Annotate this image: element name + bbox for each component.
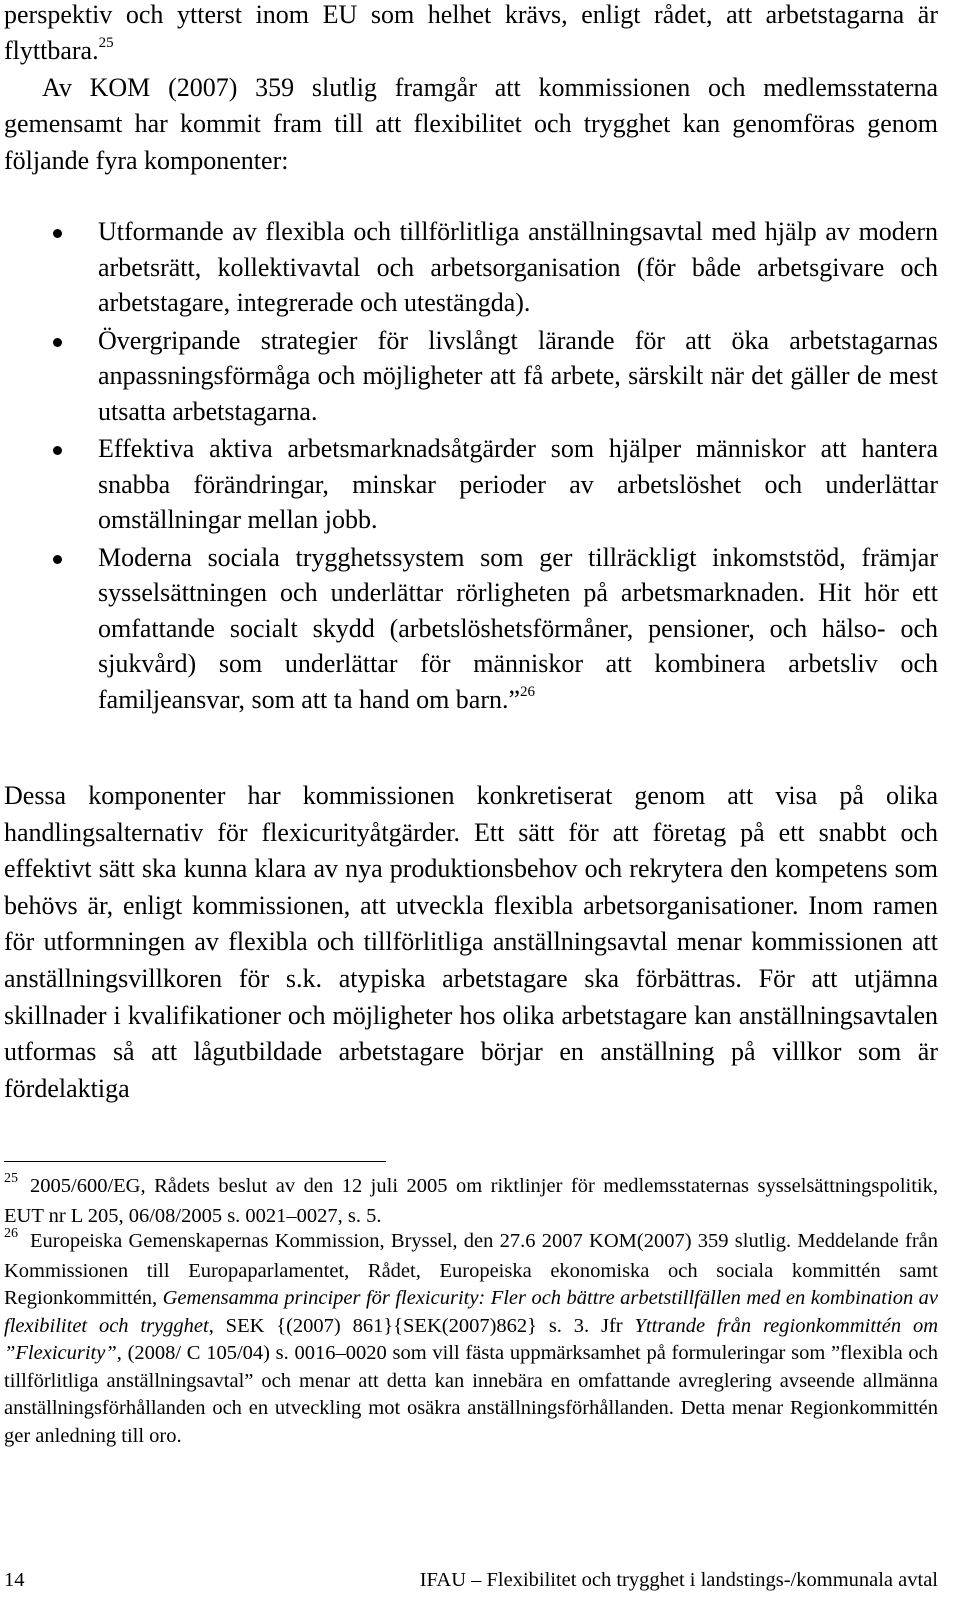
footnote-number: 25 xyxy=(4,1171,18,1186)
footnote-divider xyxy=(4,1161,386,1162)
paragraph-kom: Av KOM (2007) 359 slutlig framgår att kommissionen och medlemsstaterna gemensamt har kommit fram till att flexibilitet och trygghet kan genomföras genom följande fyra komponenter: xyxy=(4,73,938,175)
bullet-icon xyxy=(53,229,62,238)
paragraph-components: Dessa komponenter har kommissionen konkretiserat genom att visa på olika handlingsalternativ för flexicurityåtgärder. Ett sätt för att företag på ett snabbt och effektivt sätt ska kunna klara av nya produktionsbehov och rekrytera den kompetens som behövs är, enligt kommissionen, att utveckla flexibla arbetsorganisationer. Inom ramen för utformningen av flexibla och tillförlitliga anställningsavtal menar kommissionen att anställningsvillkoren för s.k. atypiska arbetstagare ska förbättras. För att utjämna skillnader i kvalifikationer och möjligheter hos olika arbetstagare kan anställningsavtalen utformas så att lågutbildade arbetstagare börjar en anställning på villkor som är fördelaktiga xyxy=(4,781,938,1103)
footnote-25: $^{25}$ 2005/600/EG, Rådets beslut av den 12 juli 2005 om riktlinjer för medlemsstaternas sysselsättningspolitik, EUT nr L 205, 06/08/2005 s. 0021–0027, s. 5. xyxy=(4,1171,938,1227)
page-number: 14 xyxy=(4,1569,25,1591)
footnote-26: $^{26}$ Europeiska Gemenskapernas Kommission, Bryssel, den 27.6 2007 KOM(2007) 359 slutlig. Meddelande från Kommissionen till Europaparlamentet, Rådet, Europeiska ekonomiska och sociala kommittén samt Regionkommittén, Gemensamma principer för flexicurity: Fler och bättre arbetstillfällen med en kombination av flexibilitet och trygghet, SEK {(2007) 861}{SEK(2007)862} s. 3. Jfr Yttrande från regionkommittén om ”Flexicurity”, (2008/ C 105/04) s. 0016–0020 som vill fästa uppmärksamhet på formuleringar som ”flexibla och tillförlitliga anställningsavtal” och menar att detta kan innebära en omfattande avreglering avseende allmänna anställningsförhållanden och en utveckling mot osäkra anställningsförhållanden. Detta menar Regionkommittén ger anledning till oro. xyxy=(4,1226,939,1447)
bullet-icon xyxy=(53,446,62,455)
running-title: IFAU – Flexibilitet och trygghet i landstings-/kommunala avtal xyxy=(419,1569,938,1591)
paragraph-intro: perspektiv och ytterst inom EU som helhet krävs, enligt rådet, att arbetstagarna är flyttbara.$^{25}$ xyxy=(4,0,938,66)
list-item: Effektiva aktiva arbetsmarknadsåtgärder som hjälper människor att hantera snabba förändringar, minskar perioder av arbetslöshet och underlättar omställningar mellan jobb. xyxy=(0,431,938,538)
bullet-icon xyxy=(53,338,62,347)
footnote-ref-26[interactable]: 26 xyxy=(520,683,536,700)
footnote-number: 26 xyxy=(4,1226,18,1241)
list-item: Utformande av flexibla och tillförlitliga anställningsavtal med hjälp av modern arbetsrätt, kollektivavtal och arbetsorganisation (för både arbetsgivare och arbetstagare, integrerade och utestängda). xyxy=(0,214,938,321)
list-item: Övergripande strategier för livslångt lärande för att öka arbetstagarnas anpassningsförmåga och möjligheter att få arbete, särskilt när det gäller de mest utsatta arbetstagarna. xyxy=(0,323,938,430)
component-list xyxy=(0,214,938,719)
footnote-ref-25[interactable]: 25 xyxy=(98,35,114,52)
bullet-icon xyxy=(53,555,62,564)
list-item: Moderna sociala trygghetssystem som ger tillräckligt inkomststöd, främjar sysselsättningen och underlättar rörligheten på arbetsmarknaden. Hit hör ett omfattande socialt skydd (arbetslöshetsförmåner, pensioner, och hälso- och sjukvård) som underlättar för människor att kombinera arbetsliv och familjeansvar, som att ta hand om barn.”$^{26}$ xyxy=(0,540,938,718)
